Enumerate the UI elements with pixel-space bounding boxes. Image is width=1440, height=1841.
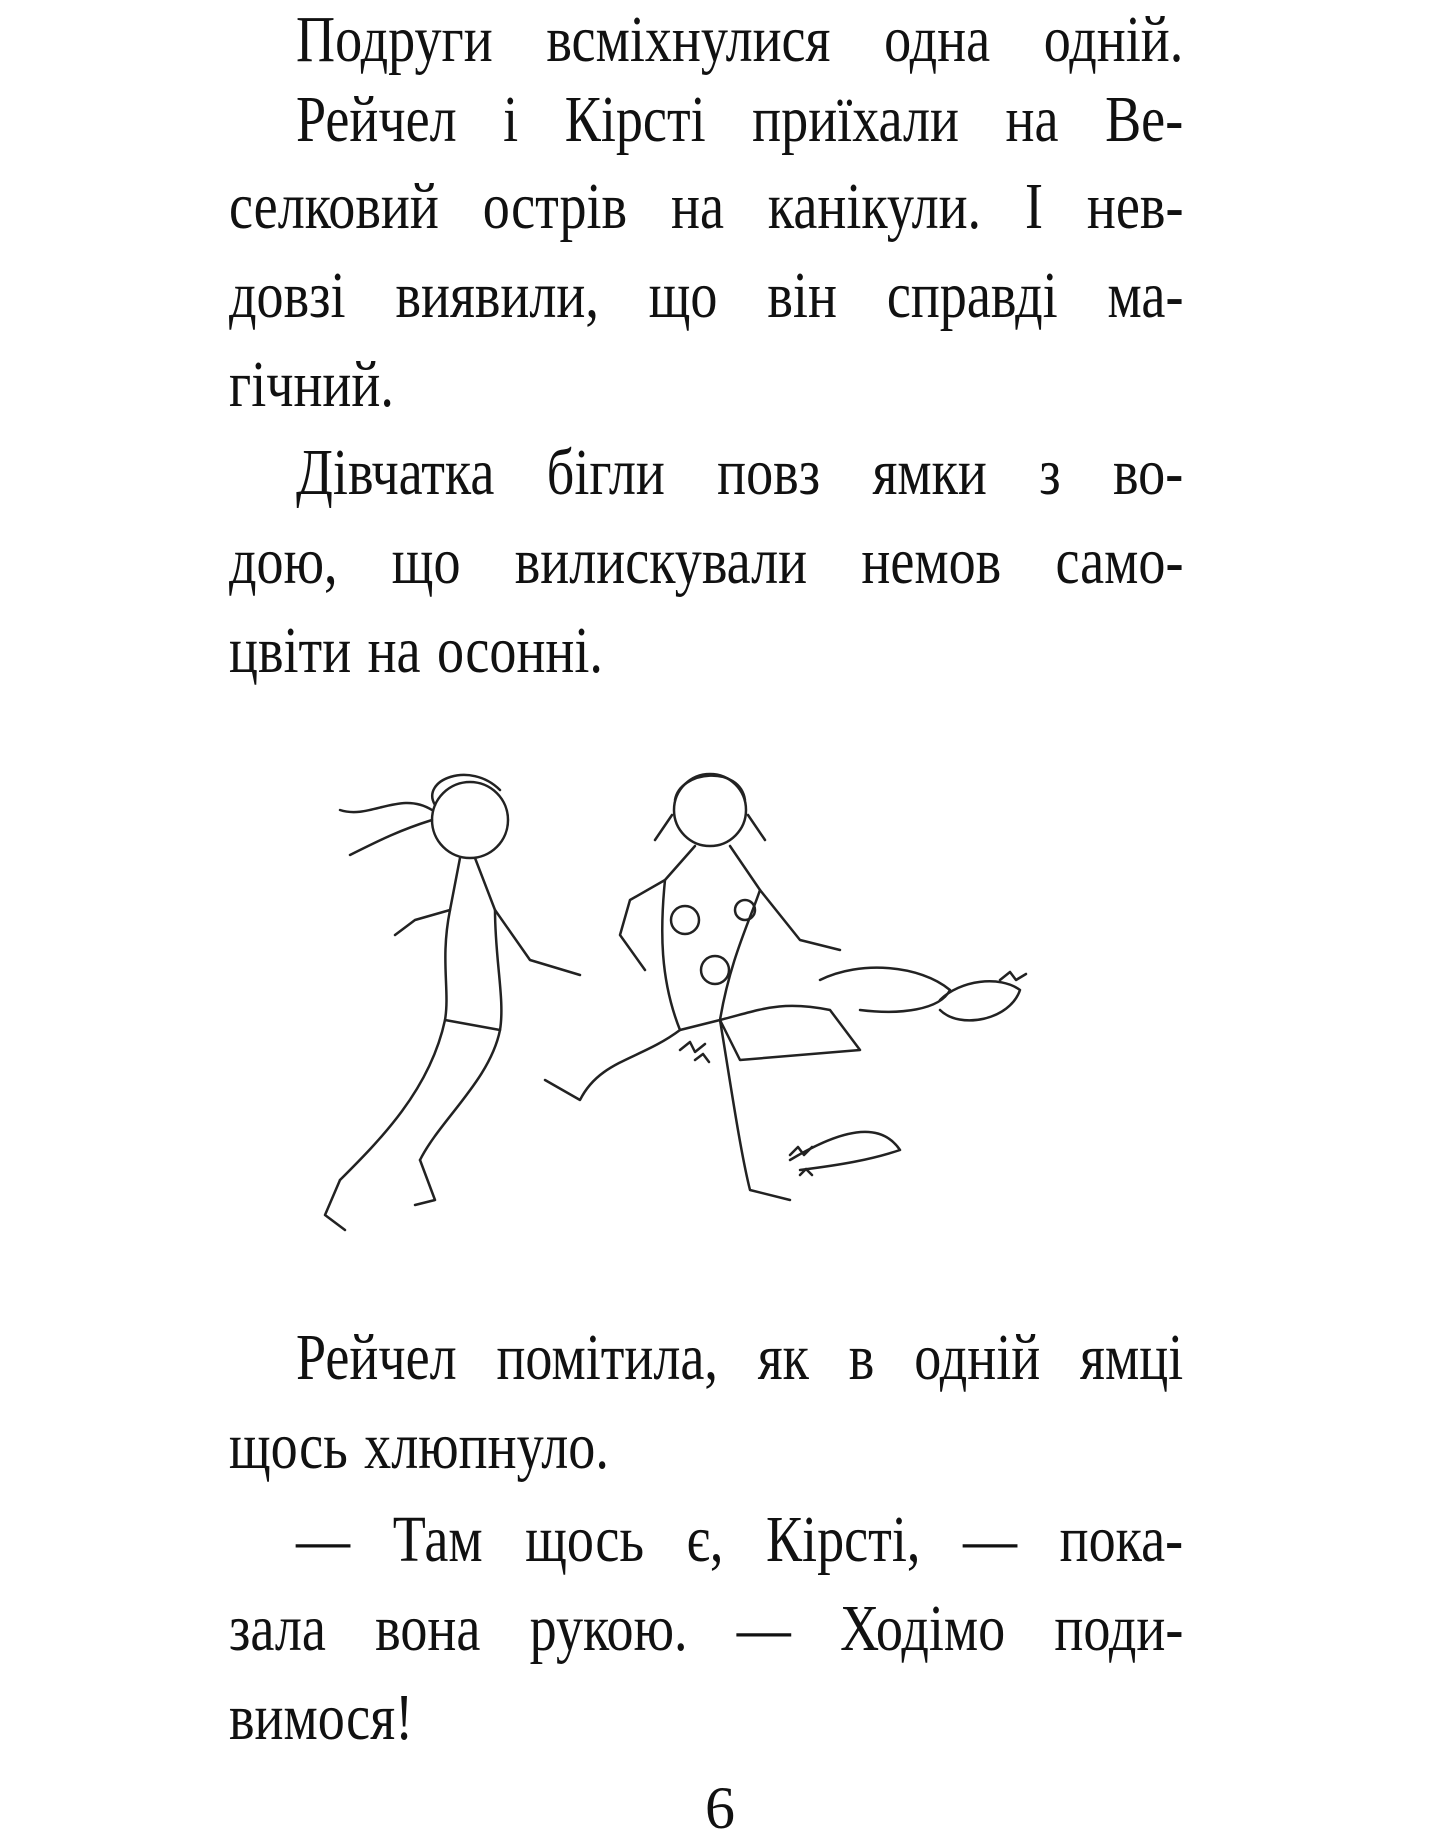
word: ма- [1107, 259, 1184, 332]
word: він [767, 259, 837, 332]
word: селковий [229, 170, 439, 243]
word: гічний. [229, 348, 394, 421]
word: приїхали [752, 83, 960, 156]
word: Ходімо [840, 1592, 1006, 1665]
word: виявили, [395, 259, 599, 332]
text-line [229, 167, 1183, 247]
word: Кірсті [564, 83, 706, 156]
text-line [229, 611, 1183, 691]
word: щось [525, 1503, 645, 1576]
text-line [229, 1589, 1183, 1669]
word: Ве- [1105, 83, 1184, 156]
word: І [1024, 170, 1044, 243]
word: що [648, 259, 718, 332]
text-line [296, 433, 1183, 513]
rocks-drawing [680, 968, 1026, 1175]
word: — [736, 1592, 791, 1665]
word: Рейчел [296, 1321, 457, 1394]
word: хлюпнуло. [364, 1410, 609, 1483]
word: во- [1112, 436, 1184, 509]
word: є, [686, 1503, 724, 1576]
word: одна [884, 3, 991, 76]
word: рукою. [529, 1592, 688, 1665]
word: само- [1055, 525, 1184, 598]
word: вимося! [229, 1681, 414, 1754]
word: що [391, 525, 461, 598]
text-line [296, 0, 1183, 80]
word: вилискували [514, 525, 808, 598]
word: помітила, [496, 1321, 718, 1394]
word: ямці [1080, 1321, 1184, 1394]
word: дою, [229, 525, 338, 598]
word: одній. [1043, 3, 1184, 76]
word: осонні. [436, 614, 603, 687]
word: пока- [1059, 1503, 1184, 1576]
word: вона [375, 1592, 481, 1665]
text-line [229, 522, 1183, 602]
word: Дівчатка [296, 436, 495, 509]
word: немов [861, 525, 1002, 598]
word: Там [392, 1503, 483, 1576]
text-line [229, 345, 1183, 425]
text-line [296, 1500, 1183, 1580]
word: в [848, 1321, 875, 1394]
word: зала [229, 1592, 326, 1665]
illustration-girls-running [300, 760, 1130, 1270]
text-line [229, 1678, 1183, 1758]
word: острів [482, 170, 628, 243]
word: на [1005, 83, 1059, 156]
text-line [296, 1318, 1183, 1398]
word: Кірсті, [765, 1503, 921, 1576]
word: канікули. [767, 170, 982, 243]
word: як [757, 1321, 809, 1394]
word: — [296, 1503, 351, 1576]
word: на [670, 170, 724, 243]
word: Подруги [296, 3, 493, 76]
word: з [1039, 436, 1061, 509]
word: всміхнулися [546, 3, 831, 76]
word: і [503, 83, 519, 156]
girl-left-drawing [325, 775, 580, 1230]
word: бігли [546, 436, 665, 509]
word: одній [914, 1321, 1041, 1394]
text-line [229, 256, 1183, 336]
word: повз [717, 436, 821, 509]
word: цвіти [229, 614, 352, 687]
page-number: 6 [705, 1775, 735, 1841]
text-line [296, 80, 1183, 160]
text-line [229, 1407, 1183, 1487]
word: справді [886, 259, 1058, 332]
word: — [962, 1503, 1018, 1576]
word: на [367, 614, 421, 687]
word: довзі [229, 259, 346, 332]
word: нев- [1086, 170, 1184, 243]
girl-right-drawing [545, 774, 840, 1200]
word: ямки [872, 436, 987, 509]
word: поди- [1054, 1592, 1184, 1665]
word: щось [229, 1410, 348, 1483]
word: Рейчел [296, 83, 457, 156]
